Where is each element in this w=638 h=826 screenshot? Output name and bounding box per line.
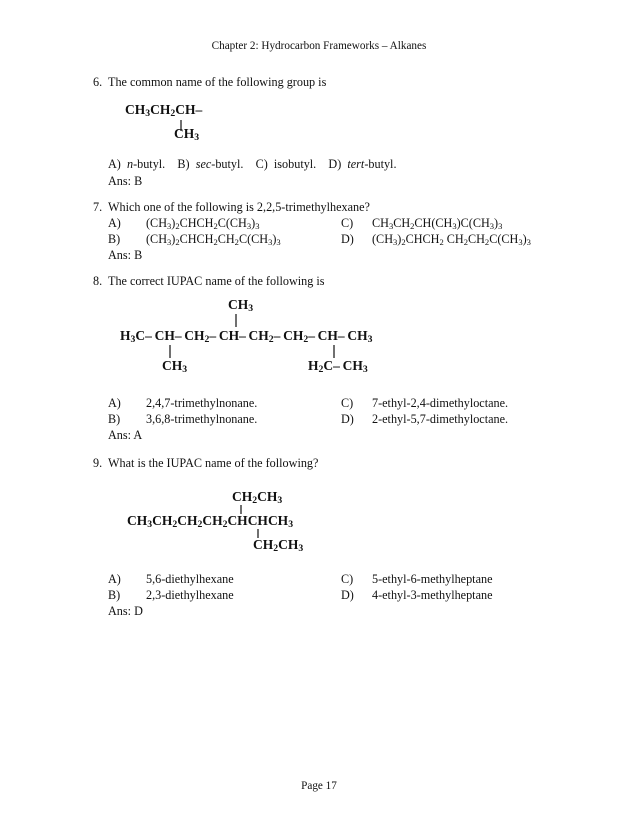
question-7-option-b: $(CH_3)_2CHCH_2CH_2C(CH_3)_3$ — [146, 232, 281, 247]
page-header: Chapter 2: Hydrocarbon Frameworks – Alkanes — [211, 40, 427, 52]
question-6-options: A) n-butyl. B) sec-butyl. C) isobutyl. D) tert-butyl. — [108, 157, 397, 171]
question-7-number: 7. — [93, 200, 103, 214]
question-9-answer: Ans: D — [108, 604, 143, 618]
question-7-option-d: $(CH_3)_2CHCH_2$ $CH_2CH_2C(CH_3)_3$ — [372, 232, 531, 247]
question-6-answer: Ans: B — [108, 174, 143, 188]
question-8-number: 8. — [93, 274, 103, 288]
question-9-option-a: 5,6-diethylhexane — [146, 572, 234, 586]
question-8-option-b: 3,6,8-trimethylnonane. — [146, 412, 258, 426]
question-8-option-a: 2,4,7-trimethylnonane. — [146, 396, 258, 410]
question-6-number: 6. — [93, 75, 103, 89]
question-8-answer: Ans: A — [108, 428, 143, 442]
question-6-text: The common name of the following group is — [108, 75, 327, 89]
question-9-option-c: 5-ethyl-6-methylheptane — [372, 572, 493, 586]
question-9-option-b: 2,3-diethylhexane — [146, 588, 234, 602]
question-9-number: 9. — [93, 456, 103, 470]
page-number: Page 17 — [301, 780, 337, 792]
question-8-structure: $CH_3$ $H_3C-$ CH– $CH_2-$ CH– $CH_2-$ $CH_2-$ CH– $CH_3$ $CH_3$ $H_2C-$ $CH_3$ — [120, 297, 373, 375]
question-9-text: What is the IUPAC name of the following? — [108, 456, 319, 470]
question-9-option-d: 4-ethyl-3-methylheptane — [372, 588, 493, 602]
question-8-option-c: 7-ethyl-2,4-dimethyloctane. — [372, 396, 509, 410]
question-7-option-c: $CH_3CH_2CH(CH_3)C(CH_3)_3$ — [372, 216, 503, 231]
question-7-option-a: $(CH_3)_2CHCH_2C(CH_3)_3$ — [146, 216, 260, 231]
question-7-text: Which one of the following is 2,2,5-trimethylhexane? — [108, 200, 370, 214]
question-8-text: The correct IUPAC name of the following is — [108, 274, 325, 288]
question-8-option-d: 2-ethyl-5,7-dimethyloctane. — [372, 412, 509, 426]
question-9-structure: $CH_2CH_3$ $CH_3CH_2CH_2CH_2CHCHCH_3$ $CH_2CH_3$ — [127, 489, 304, 554]
question-6-structure: $CH_3CH_2CH-$ $CH_3$ — [125, 102, 203, 143]
question-7-answer: Ans: B — [108, 248, 143, 262]
